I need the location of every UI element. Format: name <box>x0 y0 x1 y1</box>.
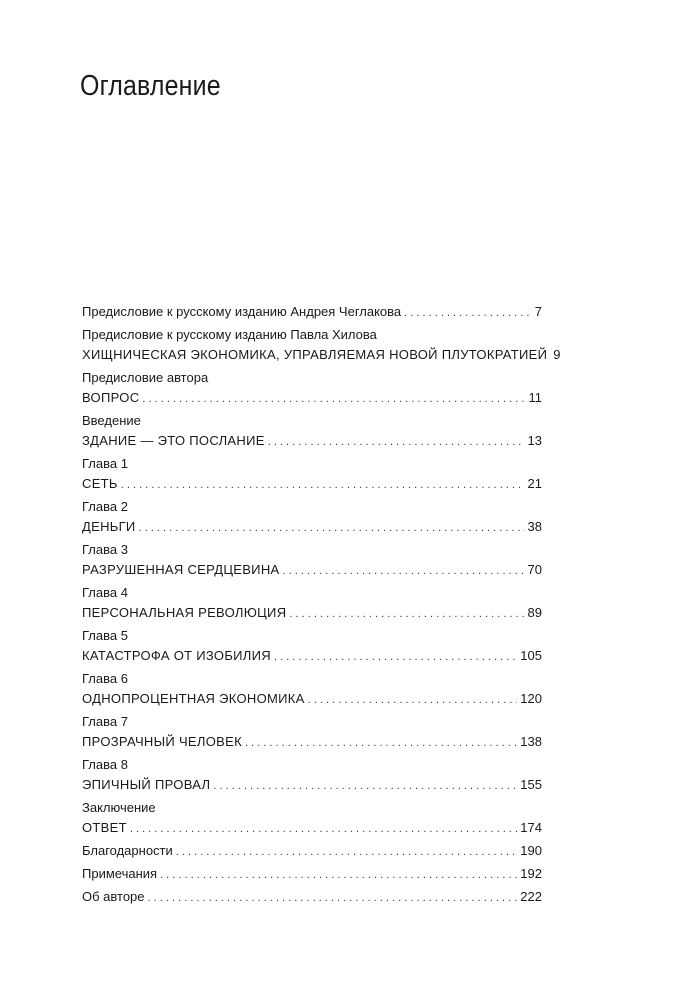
toc-line[interactable] <box>82 646 542 666</box>
dot-leader <box>148 888 518 908</box>
toc-entry-title: ЭПИЧНЫЙ ПРОВАЛ <box>82 777 211 792</box>
toc-entry[interactable] <box>82 841 542 861</box>
toc-entry[interactable] <box>82 411 542 451</box>
dot-leader <box>308 690 518 710</box>
toc-entry[interactable] <box>82 712 542 752</box>
toc-page-number: 13 <box>527 433 542 448</box>
toc-entry[interactable] <box>82 325 561 365</box>
table-of-contents <box>82 302 561 907</box>
toc-page-number: 222 <box>520 889 542 904</box>
toc-line[interactable] <box>82 732 542 752</box>
toc-entry-title: Об авторе <box>82 889 145 904</box>
toc-line[interactable] <box>82 887 542 907</box>
toc-entry[interactable] <box>82 626 542 666</box>
toc-entry-title: ВОПРОС <box>82 390 140 405</box>
toc-page-number: 138 <box>520 734 542 749</box>
toc-line[interactable] <box>82 431 542 451</box>
dot-leader <box>160 865 517 885</box>
toc-entry-title: КАТАСТРОФА ОТ ИЗОБИЛИЯ <box>82 648 271 663</box>
toc-page-number: 21 <box>527 476 542 491</box>
toc-entry-label: Глава 8 <box>82 757 128 772</box>
dot-leader <box>142 389 525 409</box>
dot-leader <box>268 432 525 452</box>
toc-entry[interactable] <box>82 669 542 709</box>
dot-leader <box>176 842 518 862</box>
toc-line[interactable] <box>82 474 542 494</box>
toc-entry[interactable] <box>82 887 542 907</box>
toc-entry[interactable] <box>82 864 542 884</box>
toc-line[interactable] <box>82 517 542 537</box>
toc-entry-label: Глава 3 <box>82 542 128 557</box>
toc-page-number: 120 <box>520 691 542 706</box>
toc-line[interactable] <box>82 560 542 580</box>
toc-entry[interactable] <box>82 755 542 795</box>
toc-line[interactable] <box>82 689 542 709</box>
toc-entry-label: Глава 1 <box>82 456 128 471</box>
toc-entry[interactable] <box>82 302 542 322</box>
toc-entry-label: Глава 7 <box>82 714 128 729</box>
toc-entry-label: Введение <box>82 413 141 428</box>
toc-entry[interactable] <box>82 497 542 537</box>
toc-entry-title: РАЗРУШЕННАЯ СЕРДЦЕВИНА <box>82 562 280 577</box>
toc-page-number: 9 <box>553 347 561 362</box>
toc-page-number: 105 <box>520 648 542 663</box>
dot-leader <box>289 604 524 624</box>
dot-leader <box>245 733 517 753</box>
toc-entry-title: Примечания <box>82 866 158 881</box>
toc-page-number: 190 <box>520 843 542 858</box>
toc-entry-label: Глава 2 <box>82 499 128 514</box>
dot-leader <box>213 776 517 796</box>
toc-entry-label: Предисловие к русскому изданию Павла Хилова <box>82 327 377 342</box>
toc-entry-title: ОДНОПРОЦЕНТНАЯ ЭКОНОМИКА <box>82 691 305 706</box>
toc-line[interactable] <box>82 302 542 322</box>
dot-leader <box>404 303 532 323</box>
toc-entry-label: Глава 5 <box>82 628 128 643</box>
toc-entry-label: Заключение <box>82 800 156 815</box>
toc-page-number: 70 <box>527 562 542 577</box>
toc-entry[interactable] <box>82 454 542 494</box>
toc-page-number: 38 <box>527 519 542 534</box>
dot-leader <box>282 561 524 581</box>
toc-entry-title: ПРОЗРАЧНЫЙ ЧЕЛОВЕК <box>82 734 242 749</box>
toc-entry-title: ЗДАНИЕ — ЭТО ПОСЛАНИЕ <box>82 433 265 448</box>
toc-entry-label: Глава 6 <box>82 671 128 686</box>
toc-entry[interactable] <box>82 540 542 580</box>
toc-entry[interactable] <box>82 798 542 838</box>
dot-leader <box>130 819 517 839</box>
toc-entry-title: СЕТЬ <box>82 476 118 491</box>
toc-entry-title: ХИЩНИЧЕСКАЯ ЭКОНОМИКА, УПРАВЛЯЕМАЯ НОВОЙ ПЛУТОКРАТИЕЙ <box>82 347 548 362</box>
toc-entry-title: ПЕРСОНАЛЬНАЯ РЕВОЛЮЦИЯ <box>82 605 287 620</box>
toc-page-number: 7 <box>534 304 542 319</box>
toc-entry[interactable] <box>82 583 542 623</box>
dot-leader <box>121 475 525 495</box>
toc-line[interactable] <box>82 388 542 408</box>
toc-line[interactable] <box>82 775 542 795</box>
toc-entry-title: ДЕНЬГИ <box>82 519 136 534</box>
toc-page-number: 89 <box>527 605 542 620</box>
toc-entry[interactable] <box>82 368 542 408</box>
dot-leader <box>274 647 517 667</box>
toc-line[interactable] <box>82 841 542 861</box>
toc-page-number: 174 <box>520 820 542 835</box>
toc-entry-label: Предисловие автора <box>82 370 209 385</box>
toc-line[interactable] <box>82 864 542 884</box>
dot-leader <box>139 518 525 538</box>
toc-entry-title: Благодарности <box>82 843 173 858</box>
toc-entry-title: Предисловие к русскому изданию Андрея Чеглакова <box>82 304 402 319</box>
toc-page-number: 11 <box>528 390 542 405</box>
toc-page-number: 155 <box>520 777 542 792</box>
toc-entry-label: Глава 4 <box>82 585 128 600</box>
toc-line[interactable] <box>82 818 542 838</box>
page-title: Оглавление <box>80 70 221 102</box>
toc-line[interactable] <box>82 603 542 623</box>
toc-page-number: 192 <box>520 866 542 881</box>
toc-line[interactable] <box>82 345 561 365</box>
toc-entry-title: ОТВЕТ <box>82 820 127 835</box>
